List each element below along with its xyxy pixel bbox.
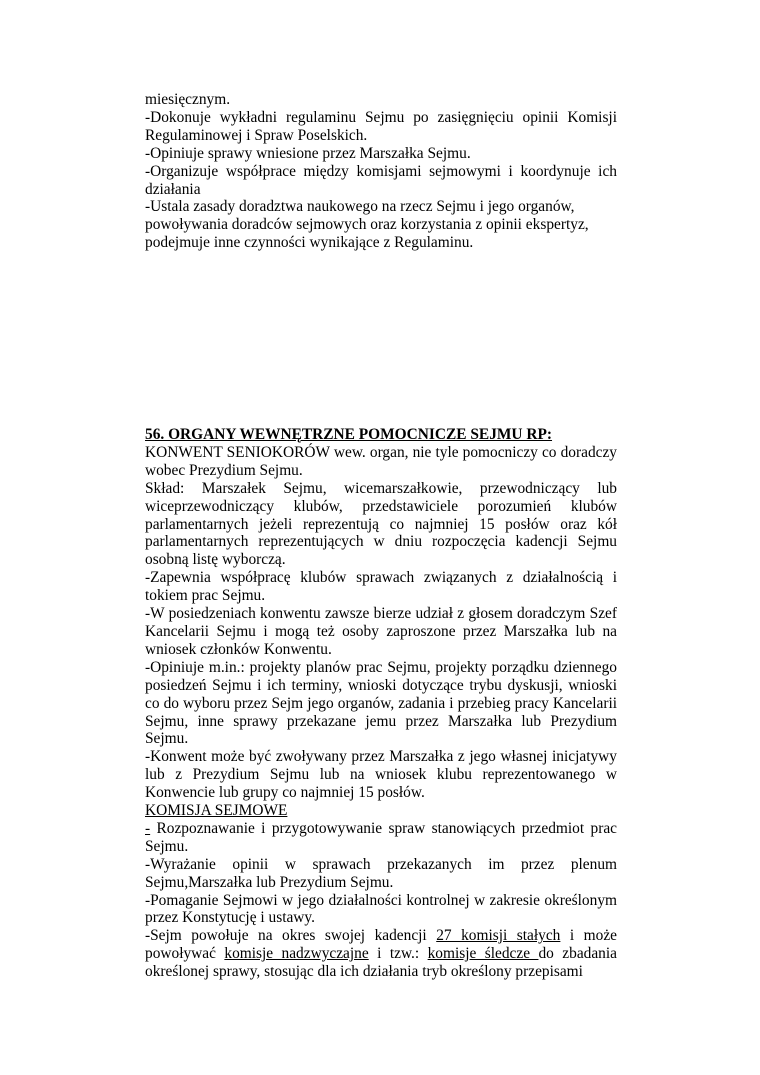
konwent-intro: KONWENT SENIOKORÓW wew. organ, nie tyle pomocniczy co doradczy wobec Prezydium Sejmu.	[145, 443, 617, 479]
sejm-text-part2: i może powoływać	[145, 927, 617, 963]
top-text-block	[145, 91, 617, 252]
link-komisje-stale: 27 komisji stałych	[436, 927, 561, 945]
sejm-text-part4: do zbadania określonej sprawy, stosując dla ich działania tryb określony przepisami	[145, 945, 617, 981]
komisje-item-dash: -	[145, 819, 151, 837]
link-komisje-nadzwyczajne: komisje nadzwyczajne	[224, 945, 369, 963]
section-56-block	[145, 426, 617, 981]
paragraph-dokonuje: -Dokonuje wykładni regulaminu Sejmu po zasięgnięciu opinii Komisji Regulaminowej i Spraw Poselskich.	[145, 108, 617, 144]
komisje-heading: KOMISJA SEJMOWE	[145, 802, 288, 820]
komisje-item-wyrazanie: -Wyrażanie opinii w sprawach przekazanych im przez plenum Sejmu,Marszałka lub Prezydium Sejmu.	[145, 855, 617, 891]
komisje-item-text: Rozpoznawanie i przygotowywanie spraw stanowiących przedmiot prac Sejmu.	[145, 819, 617, 855]
paragraph-organizuje: -Organizuje współprace między komisjami sejmowymi i koordynuje ich działania	[145, 162, 617, 198]
sejm-text-part1: -Sejm powołuje na okres swojej kadencji	[145, 927, 437, 945]
paragraph-miesiecznym: miesięcznym.	[145, 91, 231, 108]
paragraph-sejm-powoluje	[145, 927, 617, 981]
paragraph-zwolywany: -Konwent może być zwoływany przez Marszałka z jego własnej inicjatywy lub z Prezydium Sejmu lub na wniosek klubu reprezentowanego w Konwencie lub grupy co najmniej 15 posłów.	[145, 748, 617, 802]
komisje-item-pomaganie: -Pomaganie Sejmowi w jego działalności kontrolnej w zakresie określonym przez Konstytucję i ustawy.	[145, 891, 617, 927]
komisje-item-rozpoznawanie	[145, 820, 617, 856]
link-komisje-sledcze: komisje śledcze	[427, 945, 539, 963]
paragraph-posiedzenia: -W posiedzeniach konwentu zawsze bierze udział z głosem doradczym Szef Kancelarii Sejmu i mogą też osoby zaproszone przez Marszałka lub na wniosek członków Konwentu.	[145, 605, 617, 658]
paragraph-opiniuje: -Opiniuje m.in.: projekty planów prac Sejmu, projekty porządku dziennego posiedzeń Sejmu i ich terminy, wnioski dotyczące trybu dyskusji, wnioski co do wyboru przez Sejm jego organów, zadania i przebieg pracy Kancelarii Sejmu, inne sprawy przekazane jemu przez Marszałka lub Prezydium Sejmu.	[145, 658, 617, 748]
paragraph-sklad: Skład: Marszałek Sejmu, wicemarszałkowie, przewodniczący lub wiceprzewodniczący klubów, przedstawiciele porozumień klubów parlamentarnych jeżeli reprezentują co najmniej 15 posłów oraz kół parlamentarnych reprezentujących w dniu rozpoczęcia kadencji Sejmu osobną listę wyborczą.	[145, 479, 617, 569]
sejm-text-part3: i tzw.:	[368, 945, 428, 963]
paragraph-zapewnia: -Zapewnia współpracę klubów sprawach związanych z działalnością i tokiem prac Sejmu.	[145, 569, 617, 605]
section-heading: 56. ORGANY WEWNĘTRZNE POMOCNICZE SEJMU RP:	[145, 426, 553, 443]
paragraph-ustala: -Ustala zasady doradztwa naukowego na rzecz Sejmu i jego organów, powoływania doradców sejmowych oraz korzystania z opinii ekspertyz, podejmuje inne czynności wynikające z Regulaminu.	[145, 198, 589, 252]
paragraph-opiniuje-sprawy: -Opiniuje sprawy wniesione przez Marszałka Sejmu.	[145, 144, 471, 162]
